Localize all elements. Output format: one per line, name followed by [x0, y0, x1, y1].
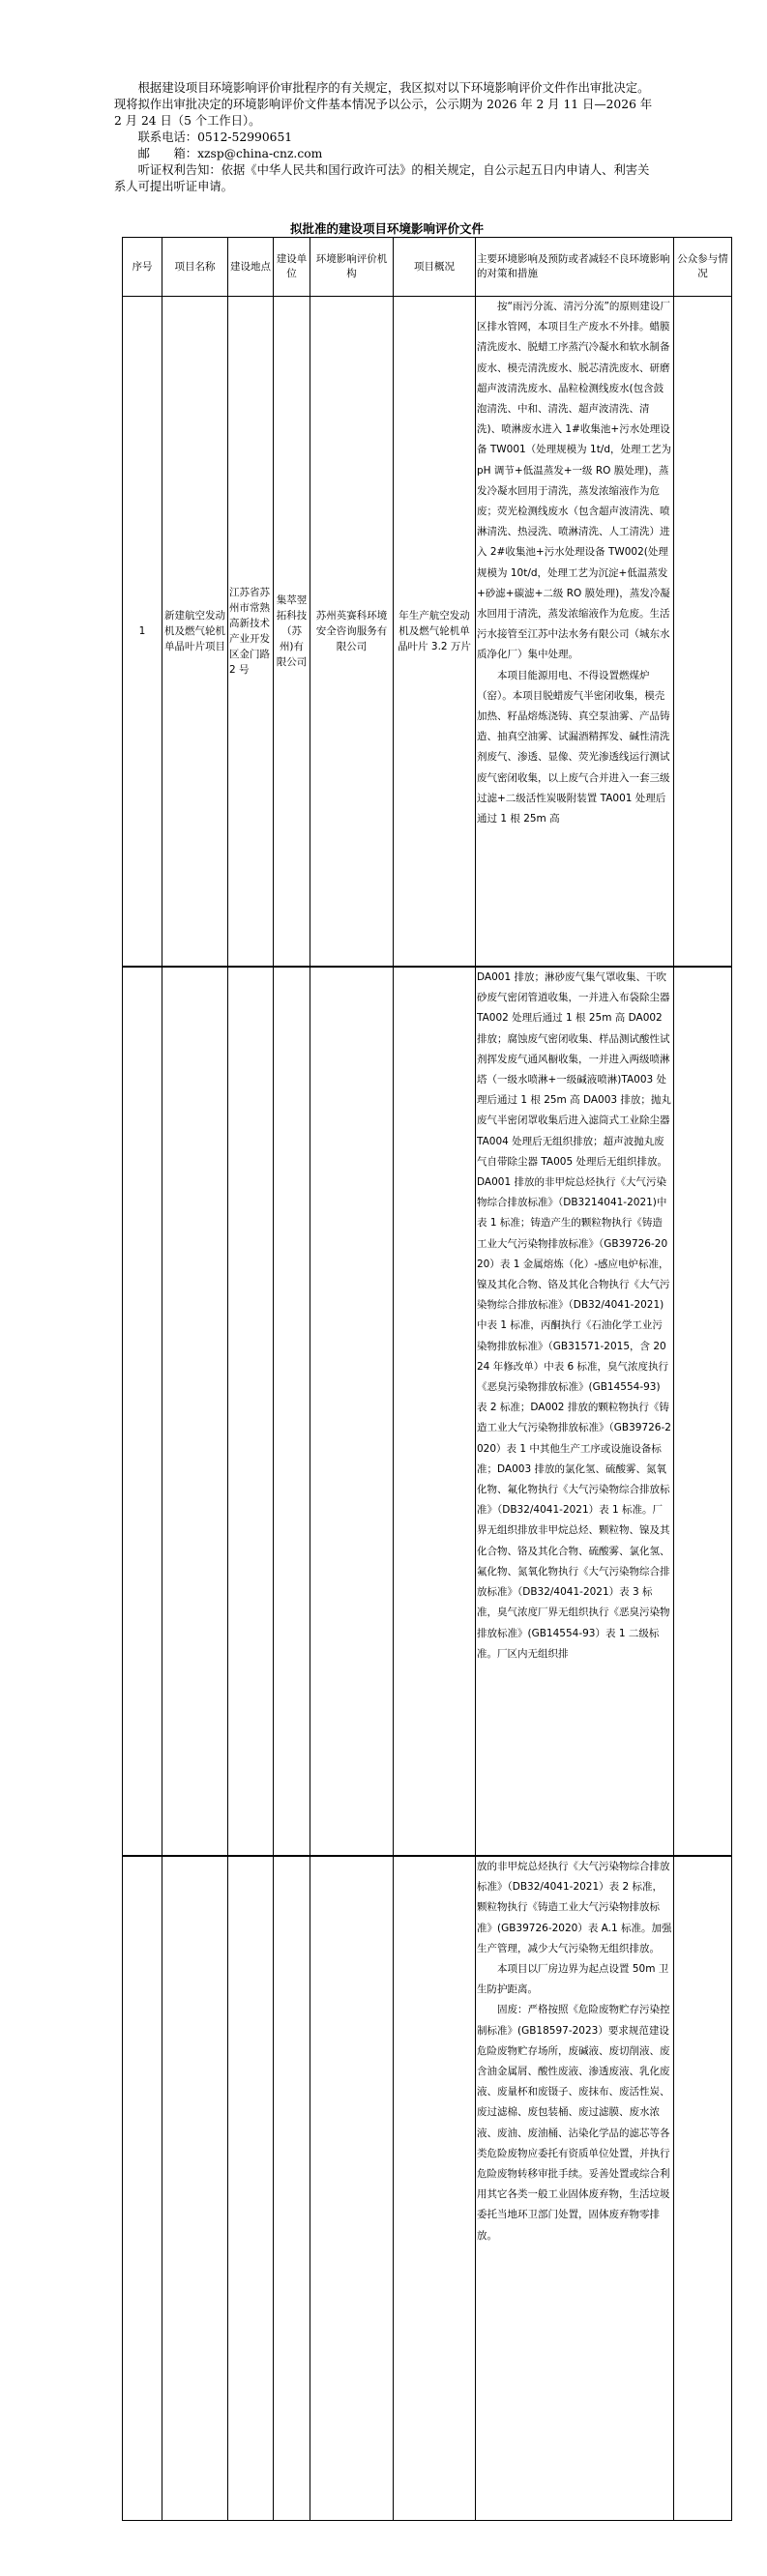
measures-protection-distance: 本项目以厂房边界为起点设置 50m 卫生防护距离。 — [477, 1963, 669, 1996]
notice-intro — [114, 80, 656, 195]
cell-empty — [394, 1856, 476, 2521]
header-project-name: 项目名称 — [162, 238, 228, 297]
measures-solid-waste: 固废：严格按照《危险废物贮存污染控制标准》(GB18597-2023）要求规范建设危险废物贮存场所，废碱液、废切削液、废含油金属屑、酸性废液、渗透废液、乳化废液、废量杯和废镊子、废抹布、废活性炭、废过滤棉、废包装桶、废过滤膜、废水浓液、废油、废油桶、沾染化学品的滤芯等各类危险废物应委托有资质单位处置，并执行危险废物转移审批手续。妥善处置或综合利用其它各类一般工业固体废弃物，生活垃圾委托当地环卫部门处置，固体废弃物零排放。 — [477, 2004, 670, 2242]
header-measures: 主要环境影响及预防或者减轻不良环境影响的对策和措施 — [476, 238, 674, 297]
table-row-continued — [123, 1856, 732, 2521]
cell-empty — [274, 967, 310, 1856]
cell-overview: 年生产航空发动机及燃气轮机单晶叶片 3.2 万片 — [394, 297, 476, 968]
phone-label: 联系电话： — [137, 130, 198, 144]
cell-measures-part1 — [476, 297, 674, 968]
header-overview: 项目概况 — [394, 238, 476, 297]
hearing-notice: 听证权利告知：依据《中华人民共和国行政许可法》的相关规定，自公示起五日内申请人、利害关系人可提出听证申请。 — [114, 163, 650, 193]
cell-empty — [310, 1856, 394, 2521]
measures-wastewater: 按“雨污分流、清污分流”的原则建设厂区排水管网，本项目生产废水不外排。蜡膜清洗废水、脱蜡工序蒸汽冷凝水和软水制备废水、模壳清洗废水、脱芯清洗废水、研磨超声波清洗废水、晶粒检测线废水(包含鼓泡清洗、中和、清洗、超声波清洗、清洗)、喷淋废水进入 1#收集池+污水处理设备 TW001（处理规模为 1t/d，处理工艺为 pH 调节+低温蒸发+一级 RO 膜处理)，蒸发冷凝水回用于清洗，蒸发浓缩液作为危废；荧光检测线废水（包含超声波清洗、喷淋清洗、热浸洗、喷淋清洗、人工清洗）进入 2#收集池+污水处理设备 TW002(处理规模为 10t/d，处理工艺为沉淀+低温蒸发+砂滤+碳滤+二级 RO 膜处理)，蒸发冷凝水回用于清洗，蒸发浓缩液作为危废。生活污水接管至江苏中法水务有限公司（城东水质净化厂）集中处理。 — [477, 301, 672, 661]
cell-empty — [228, 1856, 274, 2521]
header-builder: 建设单位 — [274, 238, 310, 297]
cell-eia-agency: 苏州英赛科环境安全咨询服务有限公司 — [310, 297, 394, 968]
cell-empty — [162, 1856, 228, 2521]
notice-paragraph: 根据建设项目环境影响评价审批程序的有关规定，我区拟对以下环境影响评价文件作出审批决定。现将拟作出审批决定的环境影响评价文件基本情况予以公示，公示期为 2026 年 2 月 11 日—2026 年 2 月 24 日（5 个工作日）。 — [114, 81, 653, 128]
header-location: 建设地点 — [228, 238, 274, 297]
table-row-continued — [123, 967, 732, 1856]
cell-empty — [228, 967, 274, 1856]
cell-builder: 集萃翌拓科技（苏州)有限公司 — [274, 297, 310, 968]
table-header-row — [123, 238, 732, 297]
table-title: 拟批准的建设项目环境影响评价文件 — [289, 221, 484, 236]
email-label: 邮 箱： — [137, 147, 198, 160]
cell-empty — [274, 1856, 310, 2521]
eia-table — [122, 237, 732, 2521]
email-value[interactable]: xzsp@china-cnz.com — [197, 147, 323, 160]
header-eia-agency: 环境影响评价机构 — [310, 238, 394, 297]
cell-empty — [123, 967, 162, 1856]
cell-measures-part2: DA001 排放；淋砂废气集气罩收集、干吹砂废气密闭管道收集，一并进入布袋除尘器 TA002 处理后通过 1 根 25m 高 DA002 排放；腐蚀废气密闭收集、样品测试酸性试剂挥发废气通风橱收集，一并进入两级喷淋塔（一级水喷淋+一级碱液喷淋)TA003 处理后通过 1 根 25m 高 DA003 排放；抛丸废气半密闭罩收集后进入滤筒式工业除尘器 TA004 处理后无组织排放；超声波抛丸废气自带除尘器 TA005 处理后无组织排放。DA001 排放的非甲烷总烃执行《大气污染物综合排放标准》（DB3214041-2021)中表 1 标准；铸造产生的颗粒物执行《铸造工业大气污染物排放标准》（GB39726-2020）表 1 金属熔炼（化）-感应电炉标准，镍及其化合物、铬及其化合物执行《大气污染物综合排放标准》（DB32/4041-2021)中表 1 标准，丙酮执行《石油化学工业污染物排放标准》（GB31571-2015，含 2024 年修改单）中表 6 标准，臭气浓度执行《恶臭污染物排放标准》(GB14554-93) 表 2 标准；DA002 排放的颗粒物执行《铸造工业大气污染物排放标准》（GB39726-2020）表 1 中其他生产工序或设施设备标准；DA003 排放的氯化氢、硫酸雾、氮氧化物、氟化物执行《大气污染物综合排放标准》（DB32/4041-2021）表 1 标准。厂界无组织排放非甲烷总烃、颗粒物、镍及其化合物、铬及其化合物、硫酸雾、氯化氢、氟化物、氮氧化物执行《大气污染物综合排放标准》（DB32/4041-2021）表 3 标准，臭气浓度厂界无组织执行《恶臭污染物排放标准》(GB14554-93）表 1 二级标准。厂区内无组织排 — [476, 967, 674, 1856]
measures-exhaust-end: 放的非甲烷总烃执行《大气污染物综合排放标准》（DB32/4041-2021）表 2 标准，颗粒物执行《铸造工业大气污染物排放标准》(GB39726-2020）表 A.1 标准。加强生产管理，减少大气污染物无组织排放。 — [477, 1861, 672, 1954]
cell-empty — [123, 1856, 162, 2521]
header-public-participation: 公众参与情况 — [674, 238, 732, 297]
contact-phone — [114, 130, 656, 146]
cell-empty — [674, 1856, 732, 2521]
cell-empty — [394, 967, 476, 1856]
cell-project-name: 新建航空发动机及燃气轮机单晶叶片项目 — [162, 297, 228, 968]
cell-empty — [674, 967, 732, 1856]
cell-empty — [310, 967, 394, 1856]
table-row — [123, 297, 732, 968]
measures-exhaust-start: 本项目能源用电、不得设置燃煤炉（窑）。本项目脱蜡废气半密闭收集，模壳加热、籽晶熔炼浇铸、真空泵油雾、产品铸造、抽真空油雾、试漏酒精挥发、碱性清洗剂废气、渗透、显像、荧光渗透线运行测试废气密闭收集，以上废气合并进入一套三级过滤+二级活性炭吸附装置 TA001 处理后通过 1 根 25m 高 — [477, 669, 670, 825]
header-index: 序号 — [123, 238, 162, 297]
contact-email — [114, 146, 656, 162]
cell-index: 1 — [123, 297, 162, 968]
cell-location: 江苏省苏州市常熟高新技术产业开发区金门路 2 号 — [228, 297, 274, 968]
cell-measures-part3 — [476, 1856, 674, 2521]
cell-empty — [162, 967, 228, 1856]
phone-value: 0512-52990651 — [197, 130, 293, 144]
cell-public-participation — [674, 297, 732, 968]
